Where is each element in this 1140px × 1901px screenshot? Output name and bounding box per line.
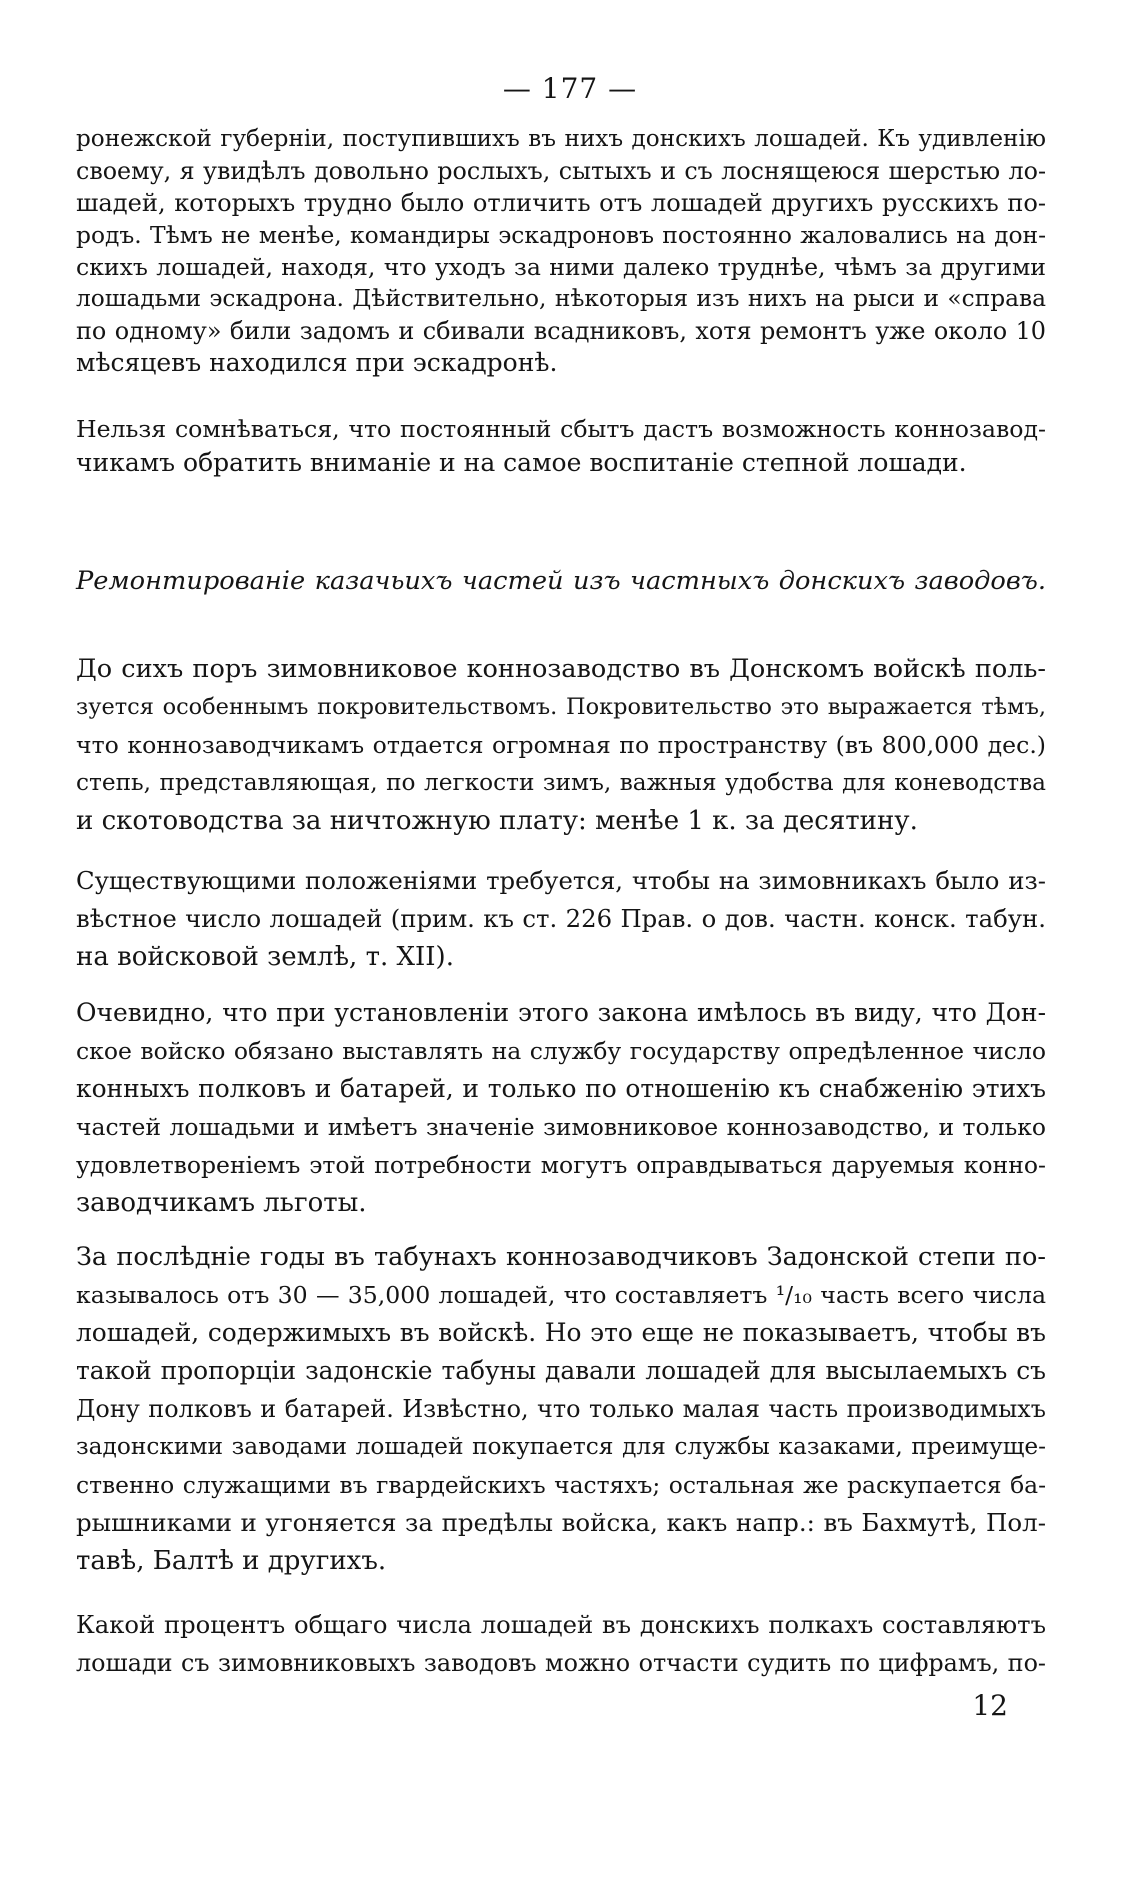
paragraph-text bbox=[76, 123, 1046, 379]
paragraph-text bbox=[76, 862, 1046, 976]
signature-mark: 12 bbox=[972, 1689, 1008, 1722]
text-line: и скотоводства за ничтожную плату: менѣе 1 к. за десятину. bbox=[76, 806, 918, 836]
text-line: тавѣ, Балтѣ и другихъ. bbox=[76, 1546, 387, 1576]
text-line: лошадей, содержимыхъ въ войскѣ. Но это еще не показываетъ, чтобы въ bbox=[76, 1318, 1046, 1347]
paragraph-text bbox=[76, 1238, 1046, 1580]
text-line: задонскими заводами лошадей покупается для службы казаками, преимуще- bbox=[76, 1433, 1046, 1460]
text-line: своему, я увидѣлъ довольно рослыхъ, сытыхъ и съ лоснящеюся шерстью ло- bbox=[76, 157, 1046, 185]
text-line: мѣсяцевъ находился при эскадронѣ. bbox=[76, 348, 558, 377]
text-line: чикамъ обратить вниманiе и на самое воспитанiе степной лошади. bbox=[76, 448, 967, 477]
text-line: ственно служащими въ гвардейскихъ частяхъ; остальная же раскупается ба- bbox=[76, 1471, 1046, 1499]
text-line: что коннозаводчикамъ отдается огромная по пространству (въ 800,000 дес.) bbox=[76, 731, 1046, 759]
paragraph bbox=[76, 862, 1046, 976]
paragraph-text bbox=[76, 413, 1046, 479]
paragraph-text bbox=[76, 1606, 1046, 1682]
text-line: конныхъ полковъ и батарей, и только по отношенiю къ снабженiю этихъ bbox=[76, 1074, 1046, 1103]
text-line: Очевидно, что при установленiи этого закона имѣлось въ виду, что Дон- bbox=[76, 998, 1046, 1027]
paragraph-text bbox=[76, 650, 1046, 840]
text-line: вѣстное число лошадей (прим. къ ст. 226 Прав. о дов. частн. конск. табун. bbox=[76, 904, 1046, 933]
text-line: рышниками и угоняется за предѣлы войска, какъ напр.: въ Бахмутѣ, Пол- bbox=[76, 1508, 1046, 1537]
paragraph bbox=[76, 650, 1046, 840]
text-line: степь, представляющая, по легкости зимъ, важныя удобства для коневодства bbox=[76, 769, 1046, 796]
paragraph bbox=[76, 994, 1046, 1222]
text-line: ское войско обязано выставлять на службу государству опредѣленное число bbox=[76, 1037, 1046, 1065]
section-heading: Ремонтированiе казачьихъ частей изъ частныхъ донскихъ заводовъ. bbox=[76, 566, 1046, 596]
text-line: заводчикамъ льготы. bbox=[76, 1188, 367, 1218]
text-line: зуется особеннымъ покровительствомъ. Покровительство это выражается тѣмъ, bbox=[76, 694, 1046, 720]
text-line: До сихъ поръ зимовниковое коннозаводство въ Донскомъ войскѣ поль- bbox=[76, 654, 1046, 684]
paragraph bbox=[76, 413, 1046, 479]
text-line: Какой процентъ общаго числа лошадей въ донскихъ полкахъ составляютъ bbox=[76, 1610, 1046, 1639]
text-line: ронежской губернiи, поступившихъ въ нихъ донскихъ лошадей. Къ удивленiю bbox=[76, 126, 1046, 152]
text-line: За послѣднiе годы въ табунахъ коннозаводчиковъ Задонской степи по- bbox=[76, 1242, 1046, 1272]
text-line: родъ. Тѣмъ не менѣе, командиры эскадроновъ постоянно жаловались на дон- bbox=[76, 221, 1046, 249]
text-line: на войсковой землѣ, т. XII). bbox=[76, 942, 454, 972]
text-line: Нельзя сомнѣваться, что постоянный сбытъ дастъ возможность коннозавод- bbox=[76, 415, 1046, 443]
paragraph-text bbox=[76, 994, 1046, 1222]
text-line: шадей, которыхъ трудно было отличить отъ лошадей другихъ русскихъ по- bbox=[76, 189, 1046, 217]
page-number: — 177 — bbox=[502, 72, 638, 105]
text-line: скихъ лошадей, находя, что уходъ за ними далеко труднѣе, чѣмъ за другими bbox=[76, 253, 1046, 281]
paragraph bbox=[76, 123, 1046, 379]
text-line: по одному» били задомъ и сбивали всадниковъ, хотя ремонтъ уже около 10 bbox=[76, 317, 1046, 345]
text-line: Дону полковъ и батарей. Извѣстно, что только малая часть производимыхъ bbox=[76, 1395, 1046, 1423]
text-line: частей лошадьми и имѣетъ значенiе зимовниковое коннозаводство, и только bbox=[76, 1113, 1046, 1141]
text-line: удовлетворенiемъ этой потребности могутъ оправдываться даруемыя конно- bbox=[76, 1151, 1046, 1179]
paragraph bbox=[76, 1238, 1046, 1580]
text-line: такой пропорцiи задонскiе табуны давали лошадей для высылаемыхъ съ bbox=[76, 1356, 1046, 1385]
text-line: лошади съ зимовниковыхъ заводовъ можно отчасти судить по цифрамъ, по- bbox=[76, 1649, 1046, 1677]
text-line: казывалось отъ 30 — 35,000 лошадей, что составляетъ ¹/₁₀ часть всего числа bbox=[76, 1281, 1046, 1309]
text-line: Существующими положенiями требуется, чтобы на зимовникахъ было из- bbox=[76, 866, 1046, 895]
paragraph bbox=[76, 1606, 1046, 1682]
text-line: лошадьми эскадрона. Дѣйствительно, нѣкоторыя изъ нихъ на рыси и «справа bbox=[76, 285, 1046, 312]
